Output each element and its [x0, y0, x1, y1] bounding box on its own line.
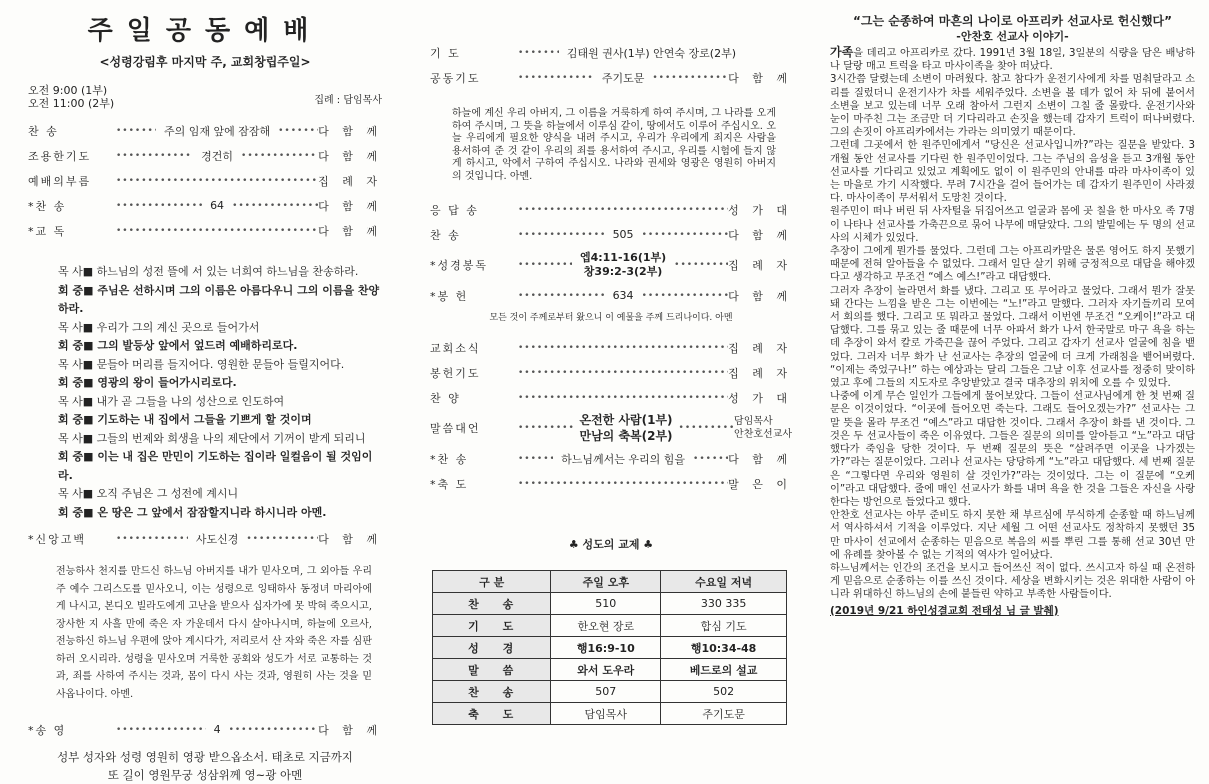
order-row-creed: [28, 526, 382, 551]
table-cell: 담임목사: [551, 703, 661, 725]
order-label: *축 도: [430, 477, 469, 491]
scripture-1: 엡4:11-16(1부): [579, 251, 667, 264]
table-row: [433, 615, 787, 637]
table-cell: 507: [551, 681, 661, 703]
order-content: 주의 임재 앞에 잠잠해: [164, 124, 271, 138]
table-row: [433, 703, 787, 725]
order-content: 김태원 권사(1부) 안연숙 장로(2부): [566, 46, 736, 60]
article-paragraph: 추장이 그에게 뭔가를 물었다. 그런데 그는 아프리카말은 물론 영어도 하지 못했기 때문에 전혀 알아들을 수 없었다. 그래서 일단 살기 위해 긍정적으로 대답을 해야겠다고 생각하고 무조건 “예스 예스!”라고 대답했다.: [830, 246, 1196, 284]
order-label: 찬 송: [28, 124, 59, 138]
article-paragraph: 원주민이 떠나 버린 뒤 사자털을 뒤집어쓰고 얼굴과 몸에 곳 칠을 한 마사오 족 7명이 나타나 선교사를 가축끈으로 묶어 나무에 매달았다. 그의 발밑에는 두 명의 선교사의 시체가 있었다.: [830, 206, 1195, 244]
reading-text: 문들아 머리를 들지어다. 영원한 문들아 들릴지어다.: [96, 357, 345, 371]
evening-service-table: [432, 570, 787, 725]
article-body: [830, 46, 1195, 602]
worship-order-opening: [28, 118, 382, 243]
first-word: 가족: [830, 45, 854, 59]
responsive-line: 목 사■ 하느님의 성전 뜰에 서 있는 너희여 하느님을 찬송하라.: [58, 265, 359, 278]
responsive-line: 목 사■ 오직 주님은 그 성전에 계시니: [58, 487, 239, 500]
speaker: 회 중: [58, 283, 84, 297]
scripture-2: 창39:2-3(2부): [583, 265, 663, 278]
table-cell: 합심 기도: [661, 615, 787, 637]
table-cell: 한오현 장로: [551, 615, 661, 637]
responsive-line: 회 중■ 온 땅은 그 앞에서 잠잠할지니라 하시니라 아멘.: [58, 505, 327, 519]
table-header-cell: 주일 오후: [551, 571, 661, 593]
reading-text: 그의 발등상 앞에서 엎드려 예배하리로다.: [97, 339, 298, 352]
table-cell: 베드로의 설교: [661, 659, 787, 681]
order-person: 다 함 께: [728, 289, 792, 303]
order-person: 다 함 께: [318, 532, 383, 546]
order-row-sermon: [430, 410, 792, 446]
speaker: 목 사: [58, 394, 83, 408]
order-row: [430, 471, 792, 496]
reading-text: 우리가 그의 계신 곳으로 들어가서: [96, 320, 260, 334]
order-person: 성 가 대: [728, 203, 792, 217]
order-row: [28, 143, 382, 168]
order-label: 기 도: [430, 46, 461, 60]
table-row: [433, 593, 787, 615]
table-cell: 행10:34-48: [661, 637, 787, 659]
order-label: 봉헌기도: [430, 366, 481, 380]
order-row: [28, 118, 382, 143]
table-row: [433, 637, 787, 659]
service-time-2: 오전 11:00 (2부): [28, 97, 115, 110]
apostles-creed: 전능하사 천지를 만드신 하느님 아버지를 내가 믿사오며, 그 외아들 우리 주 예수 그리스도를 믿사오니, 이는 성령으로 잉태하사 동정녀 마리아에게 나시고, 본디오 빌라도에게 고난을 받으사 십자가에 못 박혀 죽으시고, 장사한 지 사흘 만에 죽은 자 가운데서 다시 살아나시며, 하늘에 오르사, 전능하신 하느님 우편에 앉아 계시다가, 저리로서 산 자와 죽은 자를 심판하러 오시리라. 성령을 믿사오며 거룩한 공회와 성도가 서로 교통하는 것과, 죄를 사하여 주시는 것과, 몸이 다시 사는 것과, 영원히 사는 것을 믿사옵나이다. 아멘.: [56, 566, 372, 700]
lords-prayer: 하늘에 계신 우리 아버지, 그 이름을 거룩하게 하여 주시며, 그 나라를 오게 하여 주시며, 그 뜻을 하늘에서 이루심 같이, 땅에서도 이루어 주십시오. 오늘 우리에게 필요한 양식을 내려 주시고, 우리가 우리에게 죄지은 사람을 용서하여 준 것 같이 우리의 죄를 용서하여 주시고, 우리를 시험에 들지 않게 하시고, 악에서 구하여 주십시오. 나라와 권세와 영광은 영원히 아버지의 것입니다. 아멘.: [452, 108, 776, 182]
service-time-1: 오전 9:00 (1부): [28, 84, 108, 97]
sermon-titles: [573, 412, 678, 444]
order-content: 주기도문: [601, 71, 645, 85]
article-credit: (2019년 9/21 하인성결교회 전태성 님 글 발췌): [830, 604, 1059, 617]
table-cell: 와서 도우라: [551, 659, 661, 681]
bulletin-middle-column: [410, 0, 810, 721]
officiant: 집례 : 담임목사: [314, 95, 382, 106]
table-cell: 330 335: [661, 593, 787, 615]
table-cell: 기 도: [433, 615, 551, 637]
speaker: 목 사: [58, 265, 83, 278]
doxology: [28, 748, 382, 784]
order-person: 다 함 께: [318, 149, 383, 163]
order-label: 응 답 송: [430, 203, 479, 217]
table-header-cell: 구 분: [433, 571, 551, 593]
order-row: [430, 40, 792, 65]
order-person: 다 함 께: [318, 199, 382, 213]
order-label: 조용한기도: [28, 149, 92, 163]
speaker: 목 사: [58, 431, 83, 445]
order-label: *신앙고백: [28, 532, 87, 546]
order-row: [430, 197, 792, 222]
preacher-1: 담임목사: [734, 416, 773, 427]
worship-order-prayer: [430, 40, 792, 90]
speaker: 목 사: [58, 320, 83, 334]
doxology-line-2: 또 길이 영원무궁 성삼위께 영~광 아멘: [107, 768, 303, 782]
table-cell: 주기도문: [661, 703, 787, 725]
responsive-line: 회 중■ 영광의 왕이 들어가시리로다.: [58, 376, 237, 389]
article-paragraph: 3시간쯤 달렸는데 소변이 마려웠다. 참고 참다가 운전기사에게 차를 멈춰달라고 소리를 질렀더니 운전기사가 차를 세워주었다. 소변을 볼 데가 없어 차 뒤에 붙어서 소변을 보고 있는데 너무 오래 참아서 그런지 소변이 그칠 줄 몰랐다. 운전기사와 눈이 마주친 그는 조금만 더 기다리라고 손짓을 했는데 갑자기 트럭이 떠나버렸다. 그의 손짓이 아프리카에서는 가라는 의미였기 때문이다.: [830, 74, 1195, 139]
order-content: 사도신경: [195, 532, 239, 546]
responsive-line: 회 중■ 기도하는 내 집에서 그들을 기쁘게 할 것이며: [58, 413, 312, 426]
sermon-title-2: 만남의 축복(2부): [579, 429, 673, 443]
article-paragraph: 그러자 추장이 놀라면서 화를 냈다. 그리고 또 무어라고 물었다. 그래서 뭔가 잘못돼 간다는 느낌을 받은 그는 이번에는 “노!”라고 말했다. 그러자 자기들끼리 모여서 회의를 했다. 그리고 또 뭐라고 물었다. 그래서 이번엔 무조건 “오케이!”라고 대답했다. 그를 묶고 있는 줄 때문에 너무 아파서 화가 나서 한국말로 마구 욕을 하는데 추장이 와서 칼로 가죽끈을 끊어 주었다. 그리고 갑자기 선교사 얼굴에 침을 뱉었다. 그러자 너무 화가 난 선교사는 추장의 얼굴에 더 크게 가래침을 뱉어버렸다. “이제는 죽었구나!” 하는 예상과는 달리 그들은 그날 이후 선교사를 정중히 맞이하였고 후에 그들의 지도자로 추앙받았고 결국 대추장의 위치에 오를 수 있었다.: [830, 285, 1195, 390]
article-subtitle: -안찬호 선교사 이야기-: [956, 30, 1069, 43]
order-label: 찬 송: [430, 228, 461, 242]
order-row: [430, 446, 792, 471]
order-person: 다 함 께: [318, 723, 382, 737]
responsive-line: 목 사■ 문들아 머리를 들지어다. 영원한 문들아 들릴지어다.: [58, 357, 345, 371]
table-cell: 성 경: [433, 637, 551, 659]
table-header-row: [433, 571, 787, 593]
order-content: 4: [213, 723, 221, 736]
worship-order-closing: [430, 446, 792, 496]
speaker: 목 사: [58, 487, 83, 500]
speaker: 회 중: [58, 339, 84, 352]
responsive-reading: [28, 263, 382, 522]
speaker: 회 중: [58, 505, 84, 519]
speaker: 회 중: [58, 450, 84, 463]
order-content: 하느님께서는 우리의 힘을: [561, 452, 686, 466]
table-row: [433, 659, 787, 681]
order-person: 다 함 께: [318, 124, 382, 138]
reading-text: 내가 곧 그들을 나의 성산으로 인도하여: [96, 394, 285, 408]
sermon-title-1: 온전한 사람(1부): [579, 413, 673, 427]
order-label: *송 영: [28, 723, 67, 737]
fellowship-title: ♣ 성도의 교제 ♣: [568, 538, 654, 551]
order-person: 다 함 께: [318, 224, 382, 238]
order-label: *찬 송: [430, 452, 469, 466]
order-person: 집 례 자: [728, 341, 792, 355]
order-row-offering: [430, 283, 792, 308]
order-row: [28, 193, 382, 218]
order-content: 경건히: [201, 149, 234, 163]
order-label: *교 독: [28, 224, 67, 238]
order-person: 성 가 대: [728, 391, 792, 405]
reading-text: 온 땅은 그 앞에서 잠잠할지니라 하시니라 아멘.: [97, 505, 327, 519]
table-cell: 510: [551, 593, 661, 615]
order-row: [430, 385, 792, 410]
reading-text: 하느님의 성전 뜰에 서 있는 너희여 하느님을 찬송하라.: [96, 265, 359, 278]
order-row: [430, 335, 792, 360]
article-paragraph: 안찬호 선교사는 아무 준비도 하지 못한 채 부르심에 무식하게 순종할 때 하느님께서 역사하셔서 기적을 이루었다. 지난 세월 그 어떤 선교사도 정착하지 못했던 35만 마사이 선교에서 순종하는 믿음으로 복음의 씨를 뿌린 그를 통해 선교 30년 만에 유례를 찾아볼 수 없는 기적의 역사가 일어났다.: [830, 510, 1195, 561]
order-label: 말씀대언: [430, 422, 481, 435]
order-row: [28, 218, 382, 243]
article-column: [820, 0, 1209, 716]
worship-order-response: [430, 197, 792, 247]
table-cell: 행16:9-10: [551, 637, 661, 659]
table-cell: 찬 송: [433, 593, 551, 615]
order-label: 예배의부름: [28, 174, 92, 188]
reading-text: 그들의 번제와 희생을 나의 제단에서 기꺼이 받게 되리니: [96, 431, 366, 445]
order-row-scripture: [430, 247, 792, 283]
order-label: 공동기도: [430, 71, 481, 85]
order-content: 505: [612, 228, 634, 241]
article-paragraph: 가족을 데리고 아프리카로 갔다. 1991년 3월 18일, 3일분의 식량을 담은 배낭하나 달랑 매고 트럭을 타고 마사이족을 찾아 떠났다.: [830, 45, 1195, 73]
order-label: 교회소식: [430, 341, 481, 355]
worship-order-news: [430, 335, 792, 410]
order-row: [28, 168, 382, 193]
order-person: 다 함 께: [728, 452, 793, 466]
order-content: 64: [210, 199, 225, 212]
order-row: [430, 360, 792, 385]
reading-text: 기도하는 내 집에서 그들을 기쁘게 할 것이며: [97, 413, 312, 426]
article-title: “그는 순종하여 마흔의 나이로 아프리카 선교사로 헌신했다”: [852, 14, 1173, 28]
scripture-references: [572, 251, 674, 279]
article-paragraph: 하느님께서는 인간의 조건을 보시고 들어쓰신 적이 없다. 쓰시고자 하실 때 온전하게 믿음으로 순종하는 이를 쓰신 것이다. 세상을 변화시키는 것은 위대한 사람이 아니라 위대하신 하느님의 손에 붙들린 약하고 부족한 사람들이다.: [830, 562, 1195, 601]
responsive-line: 목 사■ 우리가 그의 계신 곳으로 들어가서: [58, 320, 260, 334]
order-person: 집 례 자: [728, 366, 792, 380]
order-person: 다 함 께: [728, 228, 792, 242]
order-row: [430, 222, 792, 247]
table-cell: 축 도: [433, 703, 551, 725]
table-header-cell: 수요일 저녁: [661, 571, 787, 593]
reading-text: 영광의 왕이 들어가시리로다.: [97, 376, 237, 389]
article-paragraph: 그런데 그곳에서 한 원주민에게서 “당신은 선교사입니까?”라는 질문을 받았다. 3개월 동안 선교사를 기다린 한 원주민이었다. 그는 주님의 음성을 듣고 3개월 동안 선교사를 기다리고 있었고 계획에도 없이 이 원주민의 안내를 따라 마사이족이 있는 마을로 가기 시작했다. 무려 7시간을 걸어 들어가는 데 갑자기 원주민이 사라졌다. 마사이족이 무서워서 도망친 것이다.: [830, 140, 1195, 205]
responsive-line: 목 사■ 내가 곧 그들을 나의 성산으로 인도하여: [58, 394, 285, 408]
responsive-line: 회 중■ 주님은 선하시며 그의 이름은 아름다우니 그의 이름을 찬양하라.: [58, 283, 380, 315]
table-body: [433, 593, 787, 725]
table-cell: 말 씀: [433, 659, 551, 681]
article-paragraph: 나중에 이게 무슨 일인가 그들에게 물어보았다. 그들이 선교사님에게 한 첫 번째 질문은 이것이었다. “이곳에 들어오면 죽는다. 그래도 들어오겠는가?” 선교사는 그 말 뜻을 몰라 무조건 “예스”라고 대답한 것이다. 그래서 추장이 화를 낸 것이다. 그것은 두 선교사들이 죽은 이유였다. 그들은 질문의 의미를 알아듣고 “노”라고 대답했다가 죽임을 당한 것이다. 두 번째 질문의 뜻은 “살려주면 이곳을 나가겠는가?”라는 질문이었다. 그러나 선교사는 당당하게 “노”라고 대답했다. 세 번째 질문은 “그렇다면 우리와 영원히 살 것인가?”라는 것이었다. 그는 이 질문에 “오케이”라고 대답했다. 줄에 매인 선교사가 화를 내며 욕을 한 것을 그들은 자신을 사랑한다는 방언으로 들었다고 했다.: [830, 391, 1195, 508]
order-row-sending: [28, 717, 382, 742]
order-person: 집 례 자: [318, 174, 382, 188]
responsive-line: 목 사■ 그들의 번제와 희생을 나의 제단에서 기꺼이 받게 되리니: [58, 431, 366, 445]
responsive-line: 회 중■ 그의 발등상 앞에서 엎드려 예배하리로다.: [58, 339, 298, 352]
order-label: *성경봉독: [430, 259, 489, 272]
offering-note: 모든 것이 주께로부터 왔으니 이 예물을 주께 드리나이다. 아멘: [489, 313, 733, 323]
doxology-line-1: 성부 성자와 성령 영원히 영광 받으옵소서. 태초로 지금까지: [57, 750, 353, 764]
preacher-2: 안찬호선교사: [734, 429, 792, 440]
reading-text: 오직 주님은 그 성전에 계시니: [96, 487, 239, 500]
order-row: [430, 65, 792, 90]
order-person: 다 함 께: [728, 71, 793, 85]
order-label: *찬 송: [28, 199, 67, 213]
reading-text: 주님은 선하시며 그의 이름은 아름다우니 그의 이름을 찬양하라.: [58, 283, 380, 315]
order-person: 집 례 자: [728, 259, 793, 272]
page-title: 주일공동예배: [87, 16, 323, 46]
speaker: 목 사: [58, 357, 83, 371]
page-subtitle: <성령강림후 마지막 주, 교회창립주일>: [99, 55, 311, 69]
table-row: [433, 681, 787, 703]
service-times: [28, 84, 382, 110]
responsive-line: 회 중■ 이는 내 집은 만민이 기도하는 집이라 일컬음이 될 것임이라.: [58, 450, 373, 482]
table-cell: 502: [661, 681, 787, 703]
order-label: *봉 헌: [430, 289, 469, 303]
order-person: 말 은 이: [728, 477, 792, 491]
bulletin-left-column: [0, 0, 400, 782]
reading-text: 이는 내 집은 만민이 기도하는 집이라 일컬음이 될 것임이라.: [58, 450, 373, 482]
table-cell: 찬 송: [433, 681, 551, 703]
speaker: 회 중: [58, 413, 84, 426]
order-content: 634: [612, 289, 634, 302]
order-label: 찬 양: [430, 391, 461, 405]
preachers: [734, 415, 792, 441]
speaker: 회 중: [58, 376, 84, 389]
